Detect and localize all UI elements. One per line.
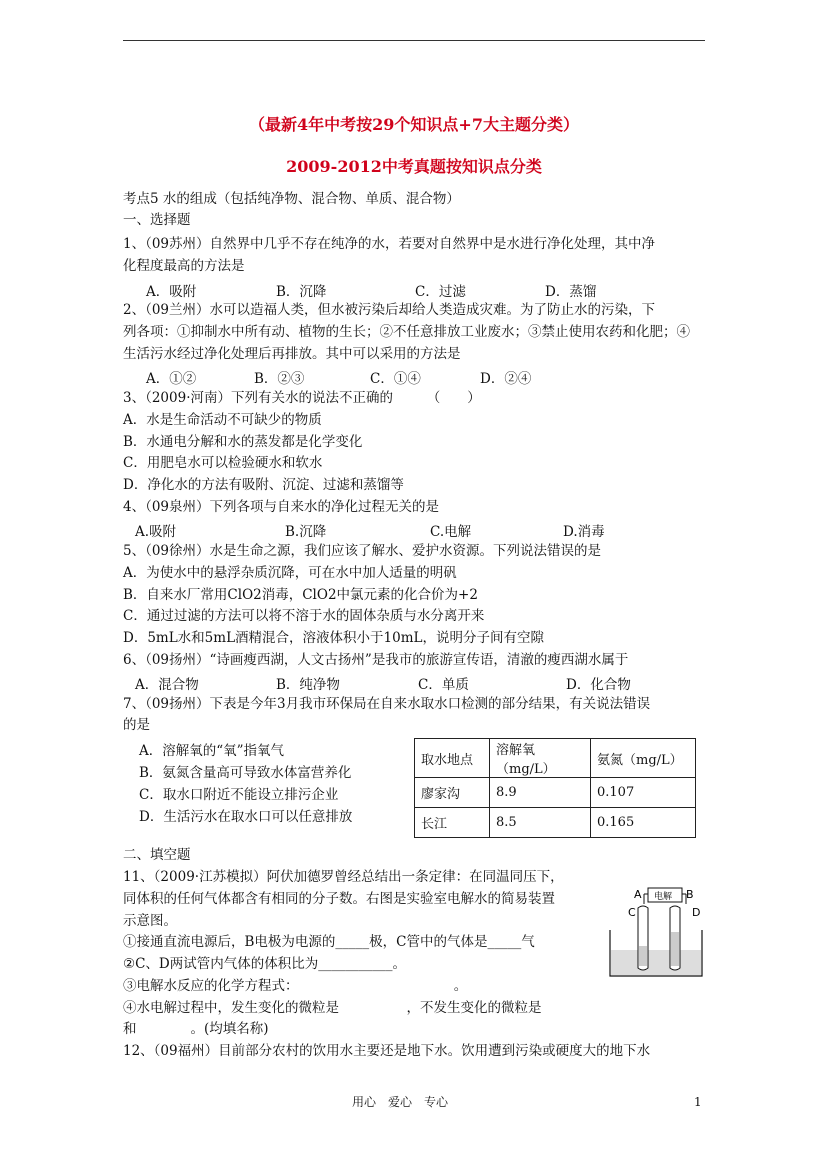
q11-sub2: ②C、D两试管内气体的体积比为___________。 [123, 956, 407, 972]
q2-line1: 2、（09兰州）水可以造福人类，但水被污染后却给人类造成灾难。为了防止水的污染，下 [123, 302, 656, 318]
table-header-cell: 溶解氧（mg/L） [490, 739, 591, 778]
q5-option-a: A．为使水中的悬浮杂质沉降，可在水中加人适量的明矾 [123, 565, 457, 581]
table-row [415, 778, 696, 808]
table-cell: 0.165 [591, 808, 696, 838]
q2-option-a: A．①② [146, 371, 197, 387]
q2-option-d: D．②④ [480, 371, 532, 387]
electrolysis-apparatus-figure [604, 884, 708, 980]
q12-line1: 12、（09福州）目前部分农村的饮用水主要还是地下水。饮用遭到污染或硬度大的地下水 [123, 1043, 651, 1059]
q6-option-d: D．化合物 [566, 677, 631, 693]
header-rule [123, 40, 705, 41]
table-cell: 0.107 [591, 778, 696, 808]
q4-option-d: D.消毒 [563, 524, 605, 540]
main-heading: （最新4年中考按29个知识点+7大主题分类） [249, 115, 579, 134]
table-cell: 8.5 [490, 808, 591, 838]
q11-sub5: 和 。(均填名称) [123, 1021, 269, 1037]
q1-option-c: C．过滤 [415, 284, 466, 300]
sub-heading: 2009-2012中考真题按知识点分类 [286, 157, 542, 176]
q3-option-d: D．净化水的方法有吸附、沉淀、过滤和蒸馏等 [123, 477, 404, 493]
q4-option-b: B.沉降 [285, 524, 327, 540]
q6-line1: 6、（09扬州）“诗画瘦西湖，人文古扬州”是我市的旅游宣传语，清澈的瘦西湖水属于 [123, 652, 629, 668]
q7-option-d: D．生活污水在取水口可以任意排放 [139, 809, 353, 825]
q11-line1: 11、（2009·江苏模拟）阿伏加德罗曾经总结出一条定律：在同温同压下， [123, 869, 564, 885]
q3-option-b: B．水通电分解和水的蒸发都是化学变化 [123, 434, 363, 450]
q3-option-c: C．用肥皂水可以检验硬水和软水 [123, 455, 323, 471]
page-number: 1 [694, 1095, 702, 1109]
figure-label-b: B [686, 888, 694, 901]
q2-option-c: C．①④ [370, 371, 421, 387]
q6-option-b: B．纯净物 [276, 677, 340, 693]
q11-sub1: ①接通直流电源后，B电极为电源的_____极，C管中的气体是_____气 [123, 934, 535, 950]
q1-option-a: A．吸附 [146, 284, 197, 300]
q2-option-b: B．②③ [254, 371, 305, 387]
water [611, 950, 701, 975]
table-cell: 廖家沟 [415, 778, 490, 808]
q3-line1: 3、（2009·河南）下列有关水的说法不正确的 （ ） [123, 390, 481, 406]
q11-sub4: ④水电解过程中，发生变化的微粒是 ，不发生变化的微粒是 [123, 1000, 542, 1016]
topic-line: 考点5 水的组成（包括纯净物、混合物、单质、混合物） [123, 191, 460, 207]
q7-option-c: C．取水口附近不能设立排污企业 [139, 787, 339, 803]
figure-label-a: A [634, 888, 642, 901]
figure-label-d: D [692, 906, 701, 919]
table-header-cell: 取水地点 [415, 739, 490, 778]
power-box-label: 电解 [654, 892, 673, 902]
page-footer: 用心 爱心 专心 [352, 1095, 449, 1109]
tube-c-water [639, 946, 647, 966]
q11-line2: 同体积的任何气体都含有相同的分子数。右图是实验室电解水的简易装置 [123, 891, 555, 907]
q6-option-a: A．混合物 [135, 677, 199, 693]
section-fill: 二、填空题 [123, 847, 191, 863]
table-cell: 8.9 [490, 778, 591, 808]
q2-line2: 列各项：①抑制水中所有动、植物的生长；②不任意排放工业废水；③禁止使用农药和化肥；④ [123, 324, 690, 340]
q1-line1: 1、（09苏州）自然界中几乎不存在纯净的水，若要对自然界中是水进行净化处理，其中净 [123, 236, 656, 252]
q5-option-c: C．通过过滤的方法可以将不溶于水的固体杂质与水分离开来 [123, 608, 485, 624]
section-choice: 一、选择题 [123, 212, 191, 228]
table-header-cell: 氨氮（mg/L） [591, 739, 696, 778]
table-cell: 长江 [415, 808, 490, 838]
q11-line3: 示意图。 [123, 913, 177, 929]
q4-option-c: C.电解 [430, 524, 472, 540]
q2-line3: 生活污水经过净化处理后再排放。其中可以采用的方法是 [123, 346, 461, 362]
q7-option-a: A．溶解氧的“氧”指氧气 [139, 743, 285, 759]
figure-label-c: C [628, 906, 636, 919]
q4-option-a: A.吸附 [135, 524, 177, 540]
q11-sub3: ③电解水反应的化学方程式： 。 [123, 978, 468, 994]
q1-line2: 化程度最高的方法是 [123, 258, 245, 274]
q7-line1: 7、（09扬州）下表是今年3月我市环保局在自来水取水口检测的部分结果，有关说法错误 [123, 696, 651, 712]
q6-option-c: C．单质 [418, 677, 469, 693]
table-header-row [415, 739, 696, 778]
q4-line1: 4、（09泉州）下列各项与自来水的净化过程无关的是 [123, 499, 440, 515]
q7-line2: 的是 [123, 717, 150, 733]
tube-d-water [671, 932, 679, 966]
water-test-table [414, 738, 696, 838]
q1-option-b: B．沉降 [276, 284, 327, 300]
q5-option-d: D．5mL水和5mL酒精混合，溶液体积小于10mL，说明分子间有空隙 [123, 630, 544, 646]
q5-line1: 5、（09徐州）水是生命之源，我们应该了解水、爱护水资源。下列说法错误的是 [123, 543, 602, 559]
q5-option-b: B．自来水厂常用ClO2消毒，ClO2中氯元素的化合价为+2 [123, 587, 478, 603]
q3-option-a: A．水是生命活动不可缺少的物质 [123, 412, 322, 428]
table-row [415, 808, 696, 838]
q1-option-d: D．蒸馏 [545, 284, 597, 300]
q7-option-b: B．氨氮含量高可导致水体富营养化 [139, 765, 352, 781]
